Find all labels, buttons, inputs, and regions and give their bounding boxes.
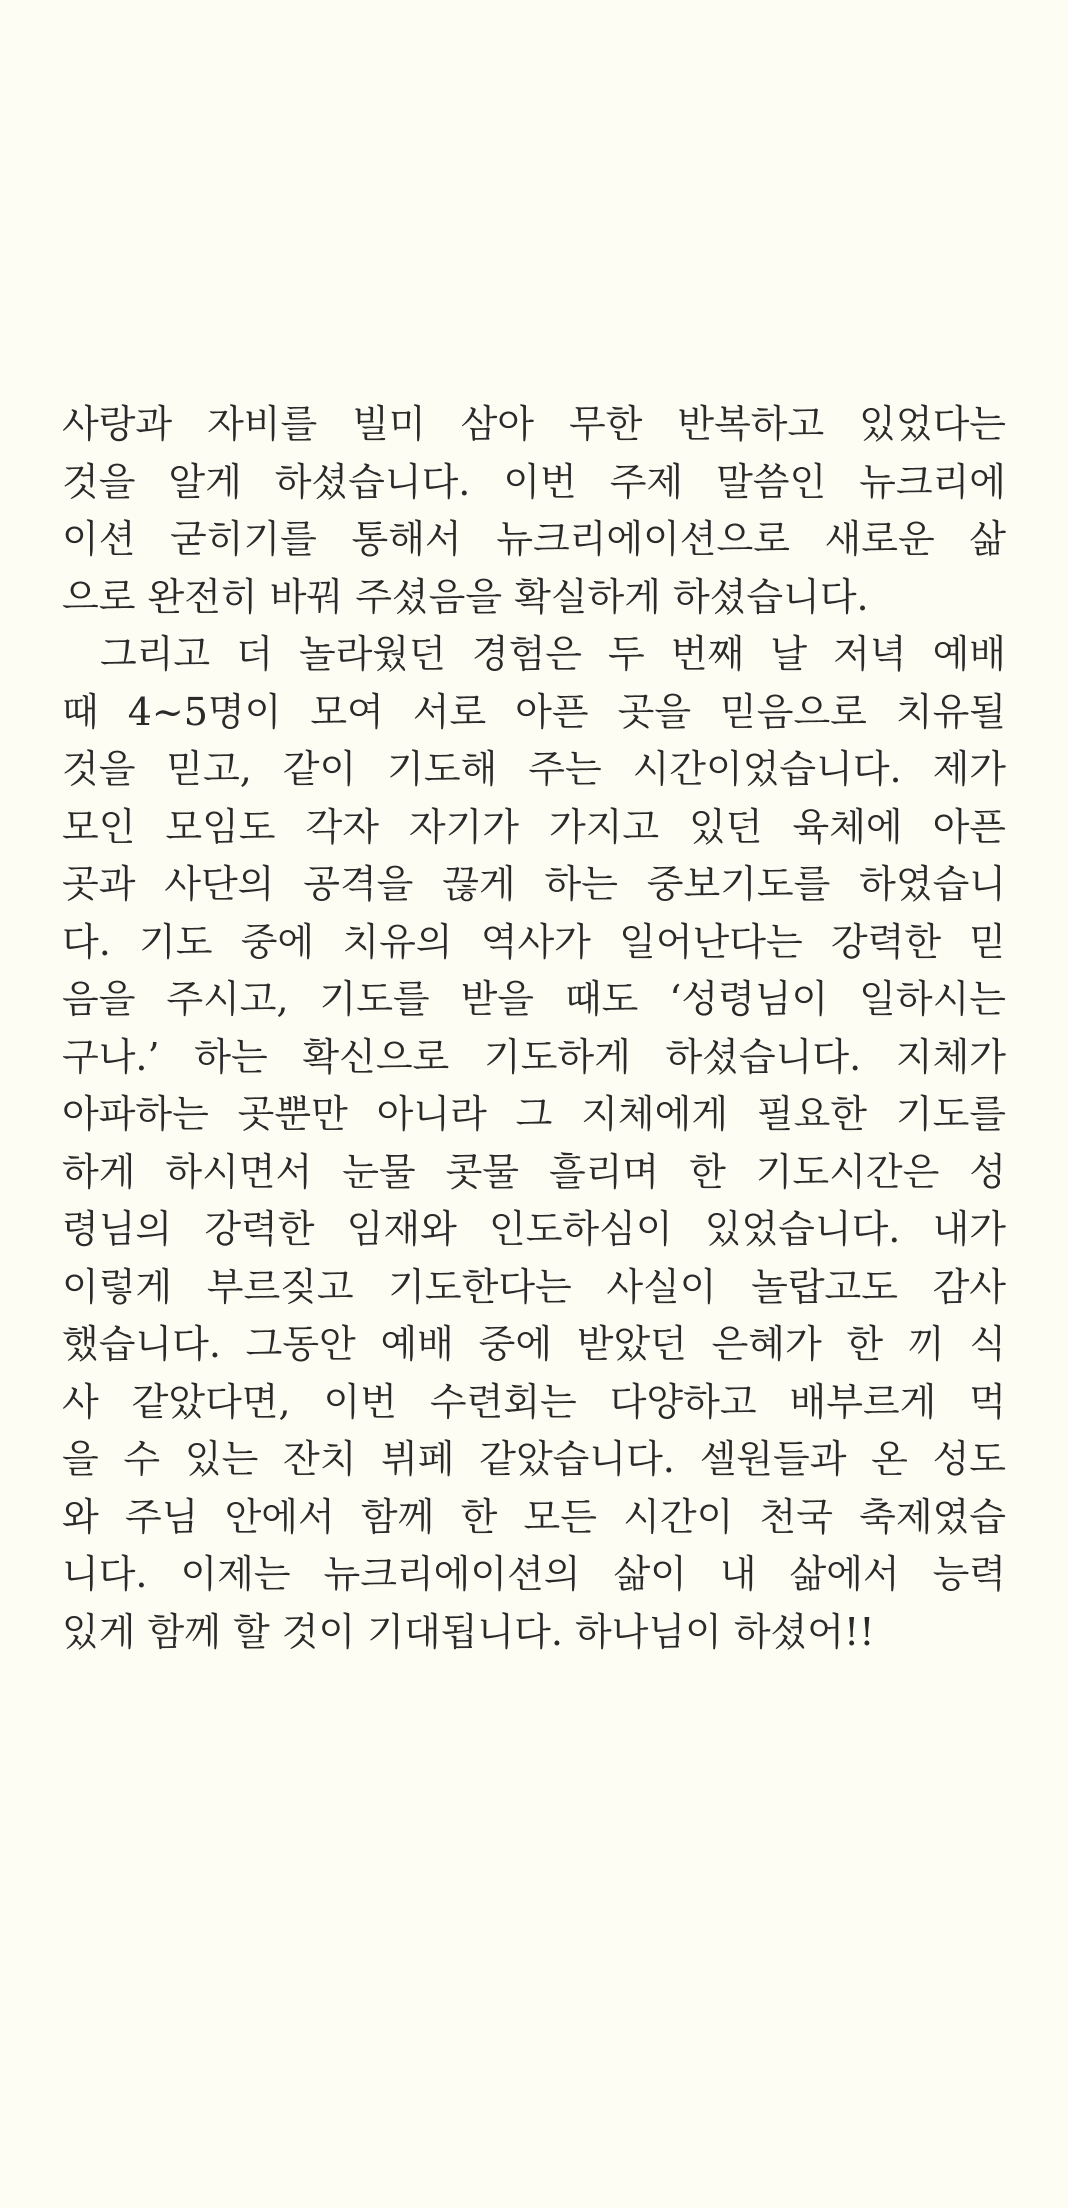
text-line: 것을 알게 하셨습니다. 이번 주제 말씀인 뉴크리에 [62,459,1006,504]
text-line: 이션 굳히기를 통해서 뉴크리에이션으로 새로운 삶 [62,517,1006,561]
text-line: 것을 믿고, 같이 기도해 주는 시간이었습니다. 제가 [62,747,1006,791]
text-line: 음을 주시고, 기도를 받을 때도 ‘성령님이 일하시는 [62,977,1006,1021]
text-line: 와 주님 안에서 함께 한 모든 시간이 천국 축제였습 [62,1494,1006,1539]
body-text [62,396,1006,1661]
text-line: 니다. 이제는 뉴크리에이션의 삶이 내 삶에서 능력 [62,1552,1006,1596]
text-line: 모인 모임도 각자 자기가 가지고 있던 육체에 아픈 [62,804,1006,849]
text-line: 구나.’ 하는 확신으로 기도하게 하셨습니다. 지체가 [62,1034,1006,1079]
text-line: 있게 함께 할 것이 기대됩니다. 하나님이 하셨어!! [62,1609,875,1654]
text-line: 아파하는 곳뿐만 아니라 그 지체에게 필요한 기도를 [62,1092,1006,1136]
text-line: 했습니다. 그동안 예배 중에 받았던 은혜가 한 끼 식 [62,1322,1006,1366]
text-line: 다. 기도 중에 치유의 역사가 일어난다는 강력한 믿 [62,919,1006,964]
text-line: 사 같았다면, 이번 수련회는 다양하고 배부르게 먹 [62,1379,1006,1424]
text-line: 하게 하시면서 눈물 콧물 흘리며 한 기도시간은 성 [62,1149,1006,1194]
text-line: 을 수 있는 잔치 뷔페 같았습니다. 셀원들과 온 성도 [62,1437,1006,1481]
text-line: 때 4~5명이 모여 서로 아픈 곳을 믿음으로 치유될 [62,689,1006,734]
text-line: 령님의 강력한 임재와 인도하심이 있었습니다. 내가 [62,1207,1006,1251]
text-line: 사랑과 자비를 빌미 삼아 무한 반복하고 있었다는 [62,402,1006,446]
text-line: 으로 완전히 바꿔 주셨음을 확실하게 하셨습니다. [62,574,869,619]
text-line: 이렇게 부르짖고 기도한다는 사실이 놀랍고도 감사 [62,1264,1006,1309]
text-line: 곳과 사단의 공격을 끊게 하는 중보기도를 하였습니 [62,862,1006,906]
text-line: 그리고 더 놀라웠던 경험은 두 번째 날 저녁 예배 [100,632,1006,676]
